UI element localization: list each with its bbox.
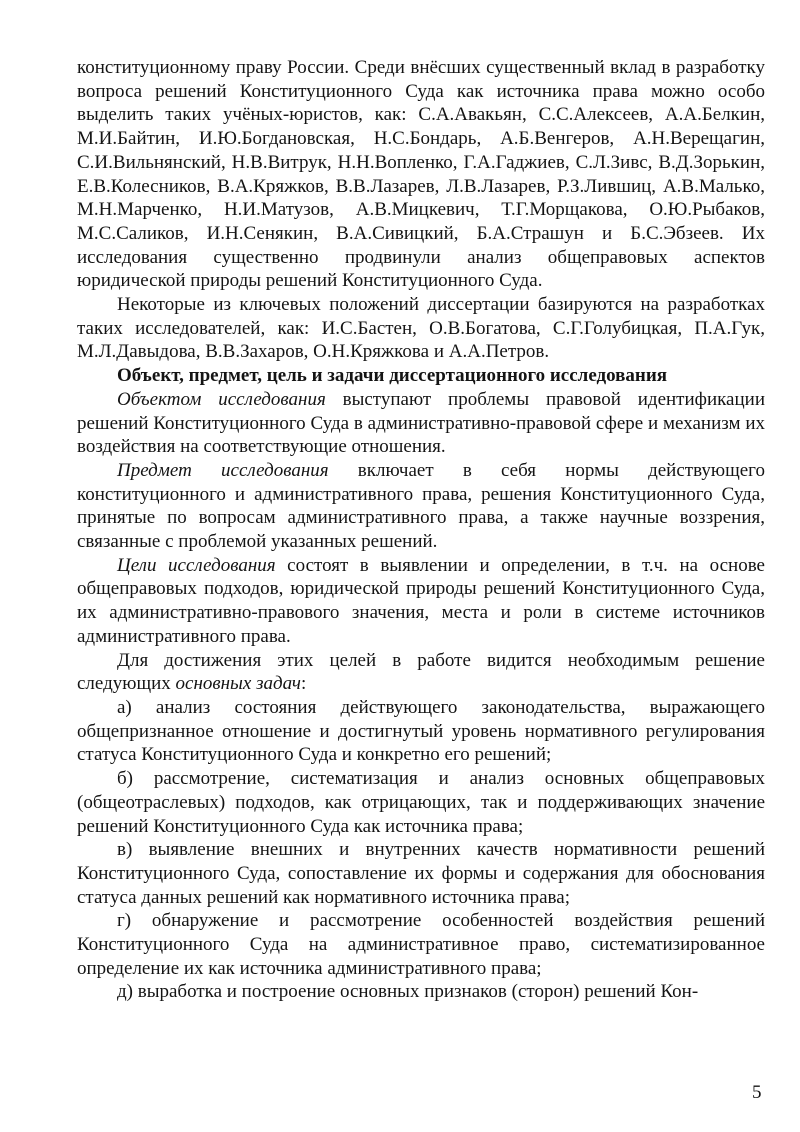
list-item-task-e: д) выработка и построение основных признаков (сторон) решений Кон- <box>117 981 699 1003</box>
goals-text: состоят в выявлении и определении, в т.ч. на основе общеправовых подходов, юридической природы решений Конституционного Суда, их административно-правового значения, места и роли в системе источников административного права. <box>77 554 765 647</box>
section-heading: Объект, предмет, цель и задачи диссертационного исследования <box>117 365 668 387</box>
paragraph-tasks-intro <box>77 649 765 696</box>
list-item-task-d: г) обнаружение и рассмотрение особенностей воздействия решений Конституционного Суда на административное право, систематизированное определение их как источника административного права; <box>77 910 765 979</box>
goals-term: Цели исследования <box>117 554 276 576</box>
tasks-intro-text: Для достижения этих целей в работе видится необходимым решение следующих <box>77 649 765 695</box>
object-term: Объектом исследования <box>117 388 326 410</box>
subject-term: Предмет исследования <box>117 459 329 481</box>
tasks-term: основных задач <box>175 673 301 695</box>
list-item-task-a: а) анализ состояния действующего законодательства, выражающего общепризнанное отношение и достигнутый уровень нормативного регулирования статуса Конституционного Суда и конкретно его решений; <box>77 696 765 766</box>
subject-text: включает в себя нормы действующего конституционного и административного права, решения Конституционного Суда, принятые по вопросам административного права, а также научные воззрения, связанные с проблемой указанных решений. <box>77 459 765 553</box>
list-item-task-c: в) выявление внешних и внутренних качеств нормативности решений Конституционного Суда, сопоставление их формы и содержания для обоснования статуса данных решений как нормативного источника права; <box>77 839 765 908</box>
paragraph-contributors: конституционному праву России. Среди внёсших существенный вклад в разработку вопроса решений Конституционного Суда как источника права можно особо выделить таких учёных-юристов, как: С.А.Авакьян, С.С.Алексеев, А.А.Белкин, М.И.Байтин, И.Ю.Богдановская, Н.С.Бондарь, А.Б.Венгеров, А.Н.Верещагин, С.И.Вильнянский, Н.В.Витрук, Н.Н.Вопленко, Г.А.Гаджиев, С.Л.Зивс, В.Д.Зорькин, Е.В.Колесников, В.А.Кряжков, В.В.Лазарев, Л.В.Лазарев, Р.З.Лившиц, А.В.Малько, М.Н.Марченко, Н.И.Матузов, А.В.Мицкевич, Т.Г.Морщакова, О.Ю.Рыбаков, М.С.Саликов, И.Н.Сенякин, В.А.Сивицкий, Б.А.Страшун и Б.С.Эбзеев. Их исследования существенно продвинули анализ общеправовых аспектов юридической природы решений Конституционного Суда. <box>77 57 765 292</box>
paragraph-subject <box>77 459 765 554</box>
page-number: 5 <box>752 1082 762 1103</box>
object-text: выступают проблемы правовой идентификации решений Конституционного Суда в административно-правовой сфере и механизм их воздействия на соответствующие отношения. <box>77 388 765 458</box>
list-item-task-b: б) рассмотрение, систематизация и анализ основных общеправовых (общеотраслевых) подходов, как отрицающих, так и поддерживающих значение решений Конституционного Суда как источника права; <box>77 768 765 837</box>
document-page <box>77 56 765 1004</box>
paragraph-goals <box>77 554 765 649</box>
paragraph-key-provisions: Некоторые из ключевых положений диссертации базируются на разработках таких исследователей, как: И.С.Бастен, О.В.Богатова, С.Г.Голубицкая, П.А.Гук, М.Л.Давыдова, В.В.Захаров, О.Н.Кряжкова и А.А.Петров. <box>77 294 765 363</box>
paragraph-object <box>77 388 765 459</box>
tasks-intro-end: : <box>300 673 307 695</box>
